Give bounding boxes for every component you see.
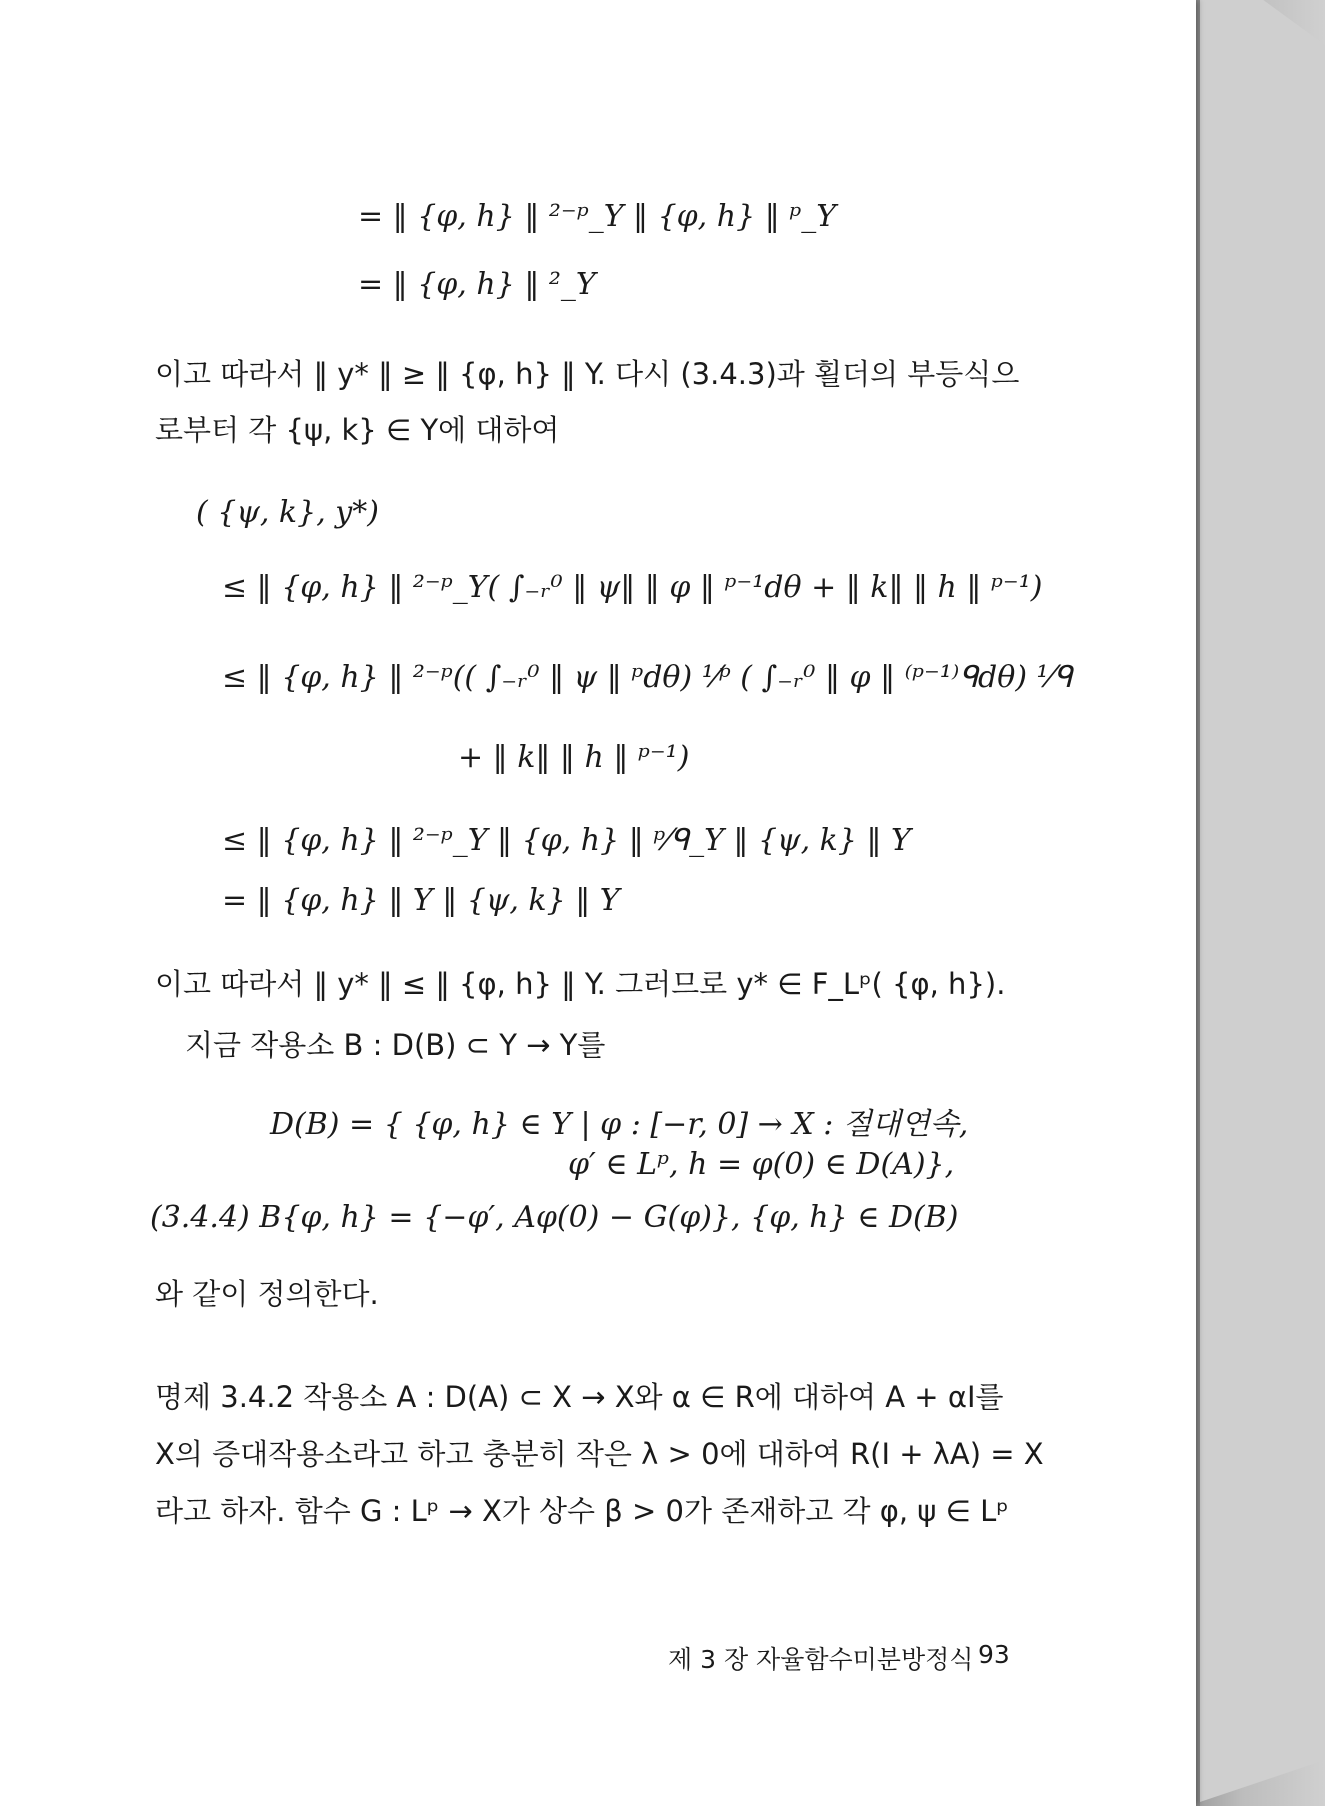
text-line: 로부터 각 {ψ, k} ∈ Y에 대하여 <box>155 413 560 447</box>
equation-line: = ‖ {φ, h} ‖ Y ‖ {ψ, k} ‖ Y <box>222 883 620 918</box>
text-line: 와 같이 정의한다. <box>155 1277 379 1311</box>
text-line: 라고 하자. 함수 G : Lᵖ → X가 상수 β > 0가 존재하고 각 φ, ψ ∈ Lᵖ <box>155 1494 1009 1528</box>
text-line: 지금 작용소 B : D(B) ⊂ Y → Y를 <box>185 1028 606 1062</box>
equation-line: D(B) = { {φ, h} ∈ Y | φ : [−r, 0] → X : 절대연속, <box>270 1107 969 1142</box>
equation-line: = ‖ {φ, h} ‖ ²⁻ᵖ_Y ‖ {φ, h} ‖ ᵖ_Y <box>358 199 837 234</box>
proposition-line: 명제 3.4.2 작용소 A : D(A) ⊂ X → X와 α ∈ R에 대하여 A + αI를 <box>155 1380 1004 1414</box>
equation-line: ( {ψ, k}, y*) <box>196 495 379 530</box>
book-edge-face <box>1188 0 1325 1806</box>
equation-line: (3.4.4) B{φ, h} = {−φ′, Aφ(0) − G(φ)}, {φ, h} ∈ D(B) <box>150 1200 959 1235</box>
text-line: X의 증대작용소라고 하고 충분히 작은 λ > 0에 대하여 R(I + λA) = X <box>155 1437 1044 1471</box>
equation-line: = ‖ {φ, h} ‖ ²_Y <box>358 267 596 302</box>
text-line: 이고 따라서 ‖ y* ‖ ≥ ‖ {φ, h} ‖ Y. 다시 (3.4.3)과 횔더의 부등식으 <box>155 357 1020 391</box>
text-line: 이고 따라서 ‖ y* ‖ ≤ ‖ {φ, h} ‖ Y. 그러므로 y* ∈ F_Lᵖ( {φ, h}). <box>155 967 1006 1001</box>
equation-line: + ‖ k‖ ‖ h ‖ ᵖ⁻¹) <box>458 740 690 775</box>
page-number: 93 <box>978 1640 1010 1669</box>
chapter-title: 제 3 장 자율함수미분방정식 <box>668 1645 974 1674</box>
equation-line: ≤ ‖ {φ, h} ‖ ²⁻ᵖ_Y ‖ {φ, h} ‖ ᵖ⁄ᑫ_Y ‖ {ψ, k} ‖ Y <box>222 823 911 858</box>
equation-line: ≤ ‖ {φ, h} ‖ ²⁻ᵖ_Y( ∫₋ᵣ⁰ ‖ ψ‖ ‖ φ ‖ ᵖ⁻¹dθ + ‖ k‖ ‖ h ‖ ᵖ⁻¹) <box>222 570 1043 605</box>
equation-line: φ′ ∈ Lᵖ, h = φ(0) ∈ D(A)}, <box>568 1147 955 1182</box>
equation-line: ≤ ‖ {φ, h} ‖ ²⁻ᵖ(( ∫₋ᵣ⁰ ‖ ψ ‖ ᵖdθ) ¹⁄ᵖ ( ∫₋ᵣ⁰ ‖ φ ‖ ⁽ᵖ⁻¹⁾ᑫdθ) ¹⁄ᑫ <box>222 660 1073 695</box>
